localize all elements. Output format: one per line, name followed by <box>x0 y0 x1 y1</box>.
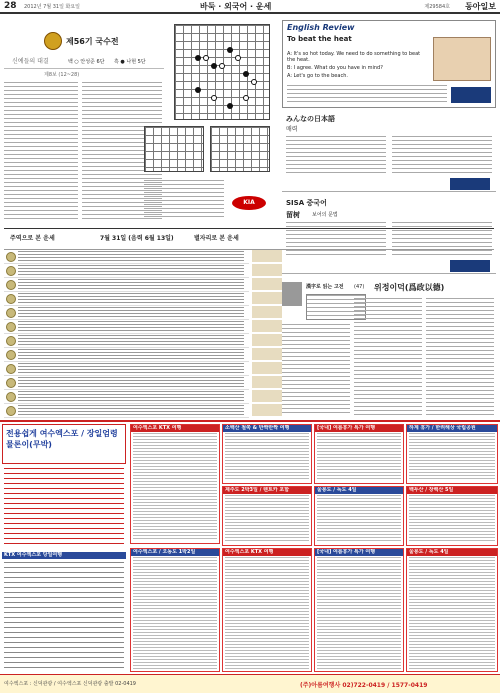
column-text-1 <box>282 324 350 416</box>
english-illustration <box>433 37 491 81</box>
hanja-column <box>282 278 494 418</box>
player-white: 백 ○ 안성준 6단 <box>68 59 105 65</box>
ad-col-9[interactable]: 여수엑스포 KTX 여행 <box>222 548 312 672</box>
english-ad-logo <box>451 87 491 103</box>
ad-col-8[interactable]: 여수엑스포 / 오동도 1박2일 <box>130 548 220 672</box>
ad-col-10[interactable]: [국내] 여름휴가 특가 여행 <box>314 548 404 672</box>
zodiac-dragon-icon <box>6 308 16 318</box>
column-author-photo <box>282 282 302 306</box>
english-line-1: A: It's so hot today. We need to do something to beat the heat. <box>287 51 421 63</box>
ad-col-6[interactable]: 울릉도 / 독도 4일 <box>314 486 404 546</box>
column-title: 위정이덕(爲政以德) <box>374 283 445 292</box>
english-title: English Review <box>287 23 355 32</box>
ad-footer-left: 여수엑스포 : 신덕관광 / 여수엑스포 신덕관광 출발 02-0419 <box>4 681 136 687</box>
english-lesson-title: To beat the heat <box>287 35 352 43</box>
newspaper-brand: 동아일보 <box>465 2 496 11</box>
edition-number: 제29584호 <box>424 4 450 10</box>
kia-logo: KIA <box>232 196 266 210</box>
ad-col-2[interactable]: 소백산 철쭉 & 반짝반짝 여행 <box>222 424 312 484</box>
page-header <box>0 0 500 14</box>
japanese-ad-logo <box>450 178 490 190</box>
japanese-title: みんなの日本語 <box>286 115 335 123</box>
ad-main-banner[interactable] <box>2 424 126 464</box>
zodiac-pig-icon <box>6 406 16 416</box>
zodiac-list <box>4 250 249 418</box>
zodiac-rooster-icon <box>6 378 16 388</box>
ad-col-1[interactable]: 여수엑스포 KTX 여행 <box>130 424 220 544</box>
baduk-commentary-col1 <box>4 82 78 222</box>
japanese-section <box>282 112 496 192</box>
chinese-title: SISA 중국어 <box>286 199 327 207</box>
column-text-3 <box>426 298 494 416</box>
issue-date: 2012년 7월 31일 화요일 <box>24 4 81 10</box>
ad-col-7[interactable]: 백두산 / 장백산 5일 <box>406 486 498 546</box>
chinese-word: 留树 <box>286 211 300 219</box>
zodiac-tiger-icon <box>6 280 16 290</box>
zodiac-monkey-icon <box>6 364 16 374</box>
fortune-left-title: 주역으로 본 운세 <box>10 235 55 242</box>
chinese-label: 보어의 문법 <box>312 212 338 218</box>
baduk-game-record: 제8보 (12~28) <box>44 72 80 78</box>
column-series: 漢字로 읽는 고전 <box>306 284 344 290</box>
fortune-date: 7월 31일 (음력 6월 13일) <box>100 235 174 242</box>
zodiac-snake-icon <box>6 322 16 332</box>
baduk-subtitle: 신예들의 대결 <box>12 58 49 65</box>
baduk-board-ref-1 <box>144 126 204 172</box>
zodiac-ox-icon <box>6 266 16 276</box>
ad-footer-phone[interactable]: (주)아름여행사 02)722-0419 / 1577-0419 <box>300 682 428 689</box>
chinese-ad-logo <box>450 260 490 272</box>
zodiac-rat-icon <box>6 252 16 262</box>
ad-main-title: 전용쉽게 여수엑스포 / 장일엄령물론이(무박) <box>6 429 118 449</box>
english-explanation <box>287 85 447 105</box>
baduk-board-main <box>174 24 270 120</box>
page-number: 28 <box>4 1 17 11</box>
ad-main-text <box>4 468 124 548</box>
column-number: (47) <box>354 284 365 290</box>
ad-col-5[interactable]: 제주도 2박3일 / 렌트카 포함 <box>222 486 312 546</box>
ad-ktx-title: KTX 여수엑스포 당일여행 <box>2 552 126 559</box>
baduk-title: 제56기 국수전 <box>66 37 119 46</box>
column-text-2 <box>354 298 422 416</box>
ad-col-4[interactable]: 하계 휴가 / 한려해상 국립공원 <box>406 424 498 484</box>
baduk-section <box>4 20 274 225</box>
english-line-3: A: Let's go to the beach. <box>287 73 348 79</box>
zodiac-dog-icon <box>6 392 16 402</box>
fortune-section <box>4 228 494 250</box>
japanese-text-left <box>286 136 386 176</box>
ad-section <box>0 420 500 691</box>
english-review <box>282 20 496 108</box>
japanese-label: 매력 <box>286 126 298 133</box>
ad-ktx-text <box>4 562 124 672</box>
player-black: 흑 ● 나현 5단 <box>114 59 146 65</box>
ad-col-3[interactable]: [국내] 여름휴가 특가 여행 <box>314 424 404 484</box>
fortune-right-title: 별자리로 본 운세 <box>194 235 239 242</box>
baduk-board-ref-2 <box>210 126 270 172</box>
zodiac-rabbit-icon <box>6 294 16 304</box>
ad-col-11[interactable]: 울릉도 / 독도 4일 <box>406 548 498 672</box>
zodiac-sheep-icon <box>6 350 16 360</box>
baduk-logo <box>44 32 62 50</box>
baduk-board-notes <box>144 180 224 220</box>
zodiac-horse-icon <box>6 336 16 346</box>
english-line-2: B: I agree. What do you have in mind? <box>287 65 383 71</box>
ad-footer <box>0 674 500 693</box>
star-sign-list <box>252 250 282 418</box>
section-title: 바둑 · 외국어 · 운세 <box>200 2 272 11</box>
japanese-text-right <box>392 136 492 176</box>
